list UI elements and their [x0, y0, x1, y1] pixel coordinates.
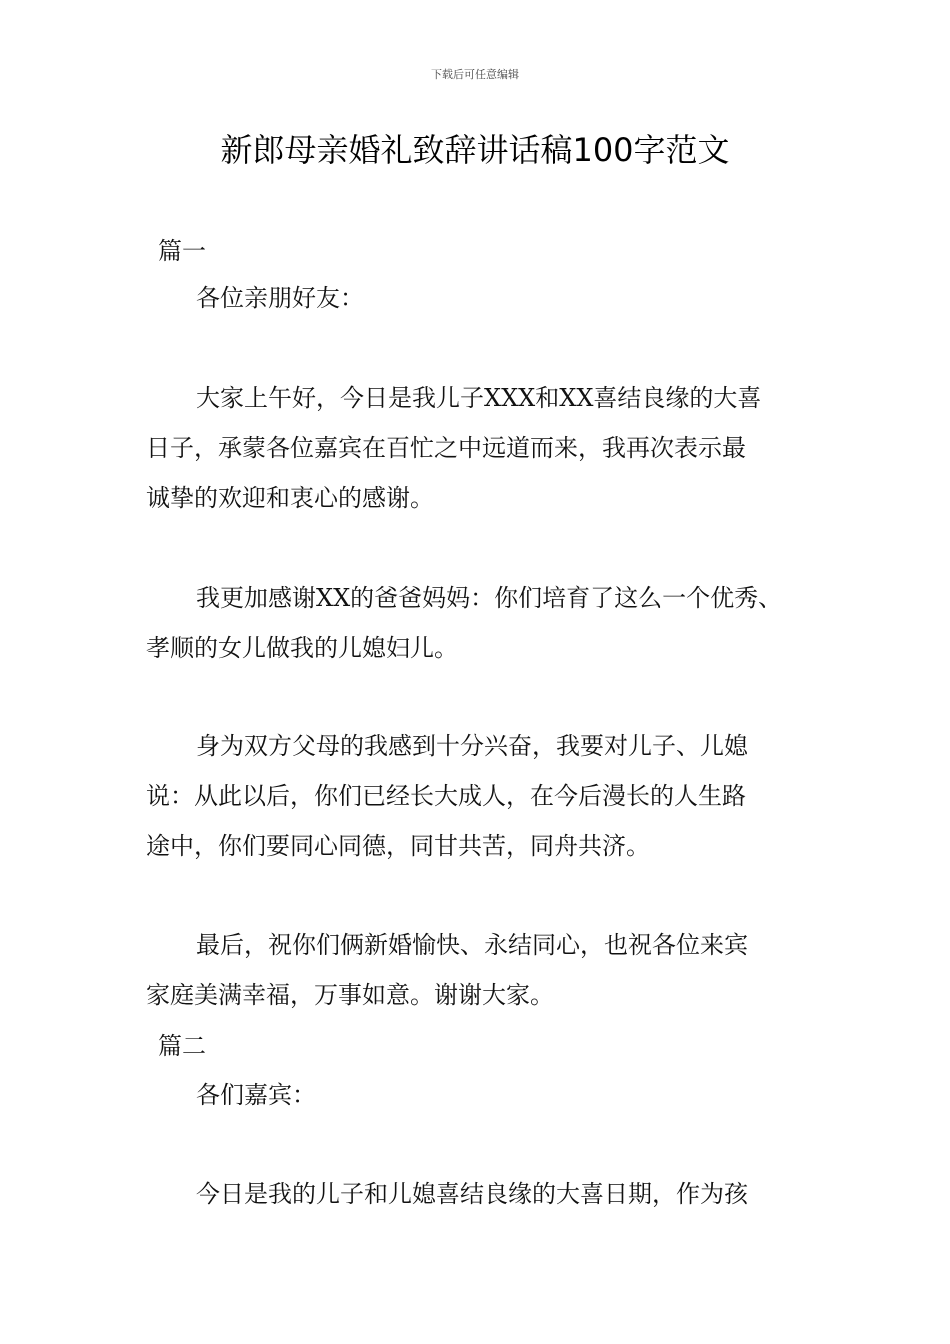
section-heading-2: 篇二	[158, 1032, 206, 1060]
paragraph-line: 各们嘉宾：	[196, 1081, 316, 1109]
paragraph-line: 我更加感谢XX的爸爸妈妈：你们培育了这么一个优秀、	[196, 584, 783, 612]
paragraph-line: 今日是我的儿子和儿媳喜结良缘的大喜日期，作为孩	[196, 1180, 748, 1208]
paragraph-line: 诚挚的欢迎和衷心的感谢。	[146, 484, 434, 512]
paragraph-line: 途中，你们要同心同德，同甘共苦，同舟共济。	[146, 832, 650, 860]
header-note: 下载后可任意编辑	[431, 68, 519, 81]
paragraph	[146, 1070, 846, 1120]
paragraph-line: 最后，祝你们俩新婚愉快、永结同心，也祝各位来宾	[196, 931, 748, 959]
paragraph	[146, 721, 846, 871]
paragraph-line: 大家上午好，今日是我儿子XXX和XX喜结良缘的大喜	[196, 384, 762, 412]
paragraph	[146, 1169, 846, 1219]
paragraph-line: 孝顺的女儿做我的儿媳妇儿。	[146, 634, 458, 662]
section-heading-1: 篇一	[158, 237, 206, 265]
paragraph-line: 家庭美满幸福，万事如意。谢谢大家。	[146, 981, 554, 1009]
paragraph	[146, 920, 846, 1020]
paragraph	[146, 273, 846, 323]
paragraph-line: 身为双方父母的我感到十分兴奋，我要对儿子、儿媳	[196, 732, 748, 760]
paragraph	[146, 573, 846, 673]
paragraph-line: 说：从此以后，你们已经长大成人，在今后漫长的人生路	[146, 782, 746, 810]
paragraph-line: 日子，承蒙各位嘉宾在百忙之中远道而来，我再次表示最	[146, 434, 746, 462]
paragraph-line: 各位亲朋好友：	[196, 284, 364, 312]
document-title: 新郎母亲婚礼致辞讲话稿100字范文	[220, 131, 730, 169]
paragraph	[146, 373, 846, 523]
